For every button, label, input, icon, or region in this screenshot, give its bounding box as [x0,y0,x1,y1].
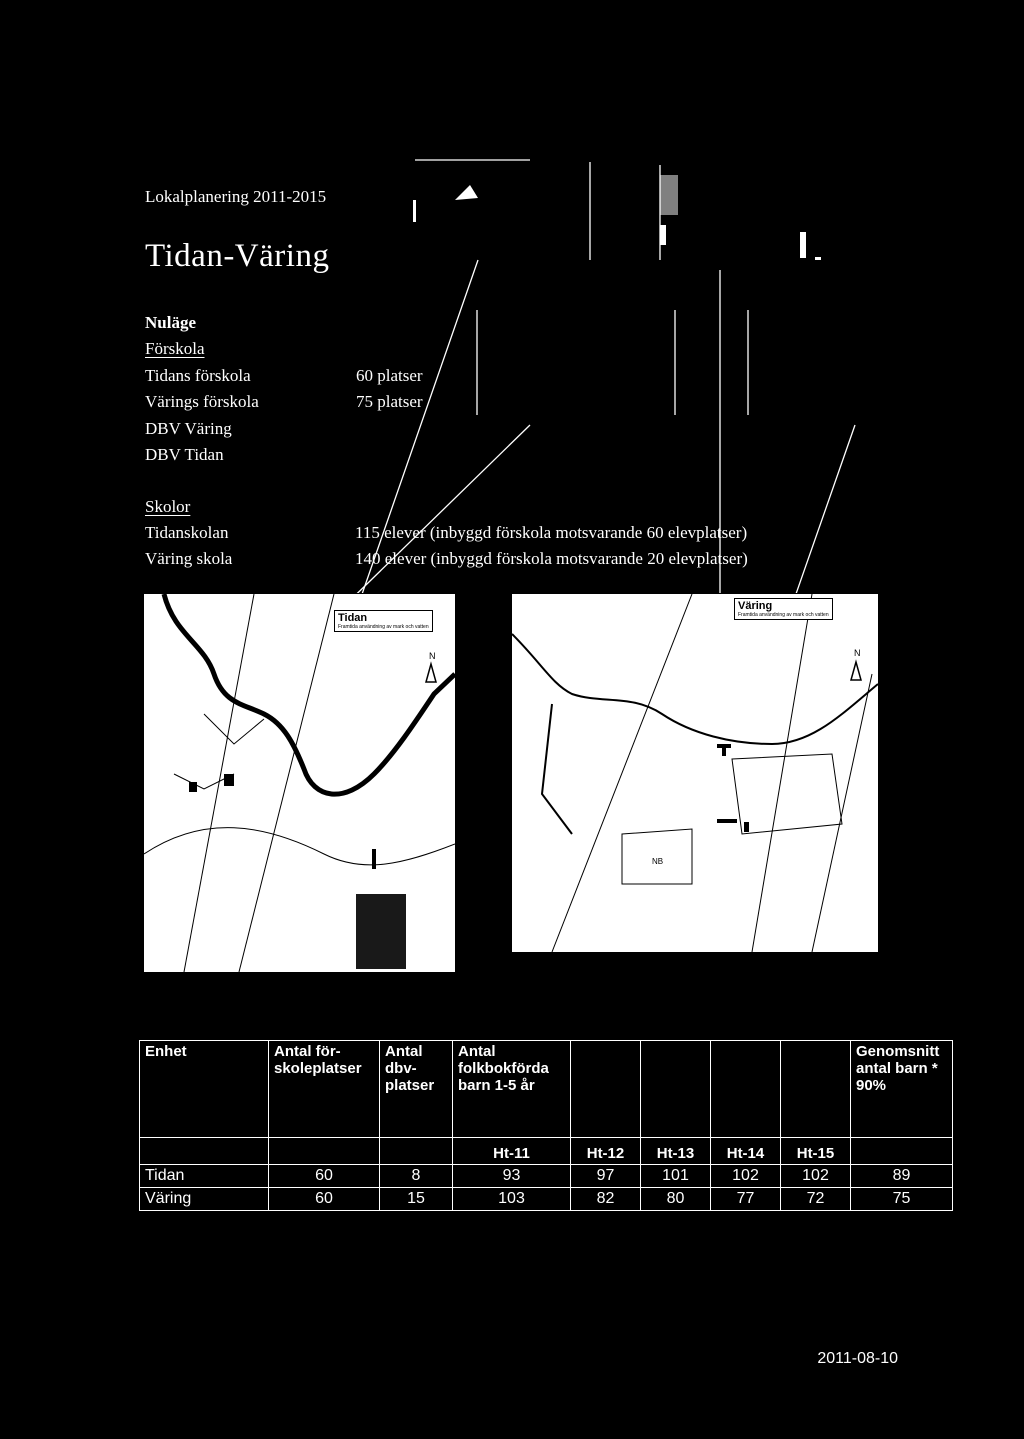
forskola-row-name: DBV Tidan [145,445,224,464]
document-title: Tidan-Väring [145,238,330,274]
table-subheader-cell [380,1138,453,1165]
varing-map [511,593,879,953]
nulage-heading: Nuläge [145,313,196,332]
table-header-cell [781,1041,851,1138]
footer-date: 2011-08-10 [817,1350,898,1367]
tidan-map-subtitle: Framtida användning av mark och vatten [338,624,429,630]
tidan-north-label: N [429,651,436,661]
table-cell: 80 [641,1188,711,1211]
skolor-row-value: 115 elever (inbyggd förskola motsvarande 60 elevplatser) [355,523,748,542]
table-cell: 101 [641,1165,711,1188]
skolor-row-value: 140 elever (inbyggd förskola motsvarande 20 elevplatser) [355,549,748,568]
table-header-row [140,1041,953,1138]
varing-map-title: Väring [738,600,773,612]
units-table [139,1040,953,1211]
tidan-map-title: Tidan [338,612,368,624]
tidan-north-arrow-icon [426,664,436,682]
varing-map-legend-box [734,598,833,620]
table-cell: 102 [781,1165,851,1188]
table-header-cell: Antal dbv-platser [380,1041,453,1138]
varing-map-subtitle: Framtida användning av mark och vatten [738,612,829,618]
table-cell: 82 [571,1188,641,1211]
table-subheader-cell: Ht-12 [571,1138,641,1165]
table-subheader-cell: Ht-13 [641,1138,711,1165]
table-subheader-row [140,1138,953,1165]
table-subheader-cell [269,1138,380,1165]
table-cell: 60 [269,1188,380,1211]
table-cell-unit: Tidan [140,1165,269,1188]
varing-map-drawing [512,594,878,952]
table-cell: 102 [711,1165,781,1188]
varing-map-nb-label: NB [652,857,664,866]
forskola-row-name: Värings förskola [145,392,259,411]
table-row [140,1165,953,1188]
table-cell: 89 [851,1165,953,1188]
table-cell: 8 [380,1165,453,1188]
forskola-heading: Förskola [145,339,205,358]
skolor-row-name: Tidanskolan [145,523,229,542]
table-cell: 77 [711,1188,781,1211]
document-kicker: Lokalplanering 2011-2015 [145,187,327,206]
table-header-cell [641,1041,711,1138]
table-subheader-cell: Ht-11 [453,1138,571,1165]
table-cell: 75 [851,1188,953,1211]
table-subheader-cell [140,1138,269,1165]
table-header-cell: Enhet [140,1041,269,1138]
table-cell: 97 [571,1165,641,1188]
forskola-row-value: 60 platser [356,366,423,385]
table-subheader-cell: Ht-15 [781,1138,851,1165]
tidan-map [143,593,456,973]
table-header-cell: Antal folkbokförda barn 1-5 år [453,1041,571,1138]
varing-north-arrow-icon [851,662,861,680]
table-header-cell [571,1041,641,1138]
forskola-row-name: Tidans förskola [145,366,251,385]
table-header-cell: Genomsnitt antal barn * 90% [851,1041,953,1138]
table-cell: 72 [781,1188,851,1211]
forskola-row-value: 75 platser [356,392,423,411]
skolor-heading: Skolor [145,497,191,516]
table-cell: 60 [269,1165,380,1188]
tidan-map-legend-box [334,610,433,632]
table-subheader-cell [851,1138,953,1165]
table-header-cell: Antal för-skoleplatser [269,1041,380,1138]
table-row [140,1188,953,1211]
table-subheader-cell: Ht-14 [711,1138,781,1165]
table-cell: 93 [453,1165,571,1188]
table-cell: 15 [380,1188,453,1211]
table-cell: 103 [453,1188,571,1211]
varing-north-label: N [854,648,861,658]
skolor-row-name: Väring skola [145,549,233,568]
table-cell-unit: Väring [140,1188,269,1211]
forskola-row-name: DBV Väring [145,419,232,438]
tidan-map-drawing [144,594,455,972]
table-header-cell [711,1041,781,1138]
